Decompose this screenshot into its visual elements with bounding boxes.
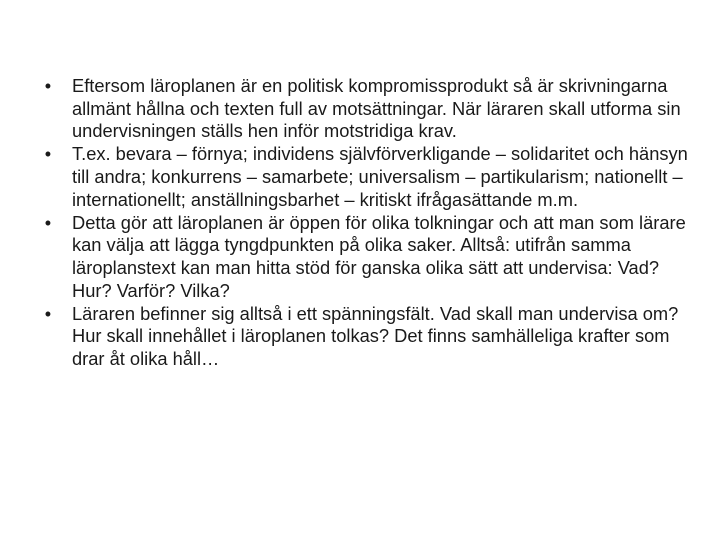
- bullet-item: [42, 303, 692, 371]
- bullet-icon: •: [44, 211, 52, 233]
- bullet-icon: •: [44, 75, 52, 96]
- bullet-icon: •: [44, 302, 52, 324]
- bullet-text: Detta gör att läroplanen är öppen för olika tolkningar och att man som lärare kan välja att lägga tyngdpunkten på olika saker. Alltså: utifrån samma läroplanstext kan man hitta stöd för ganska olika sätt att undervisa: Vad? Hur? Varför? Vilka?: [72, 211, 686, 301]
- bullet-item: [42, 212, 692, 302]
- bullet-icon: •: [44, 143, 52, 165]
- bullet-text: Läraren befinner sig alltså i ett spänningsfält. Vad skall man undervisa om? Hur skall innehållet i läroplanen tolkas? Det finns samhälleliga krafter som drar åt olika håll…: [72, 302, 679, 369]
- bullet-item: [42, 143, 692, 211]
- bullet-item: [42, 75, 692, 143]
- bullet-text: Eftersom läroplanen är en politisk kompromissprodukt så är skrivningarna allmänt hållna och texten full av motsättningar. När läraren skall utforma sin undervisningen ställs hen inför motstridiga krav.: [72, 75, 681, 142]
- bullet-list: [42, 75, 692, 371]
- bullet-text: T.ex. bevara – förnya; individens självförverkligande – solidaritet och hänsyn till andra; konkurrens – samarbete; universalism – partikularism; nationellt – internationellt; anställningsbarhet – kritiskt ifrågasättande m.m.: [72, 143, 688, 210]
